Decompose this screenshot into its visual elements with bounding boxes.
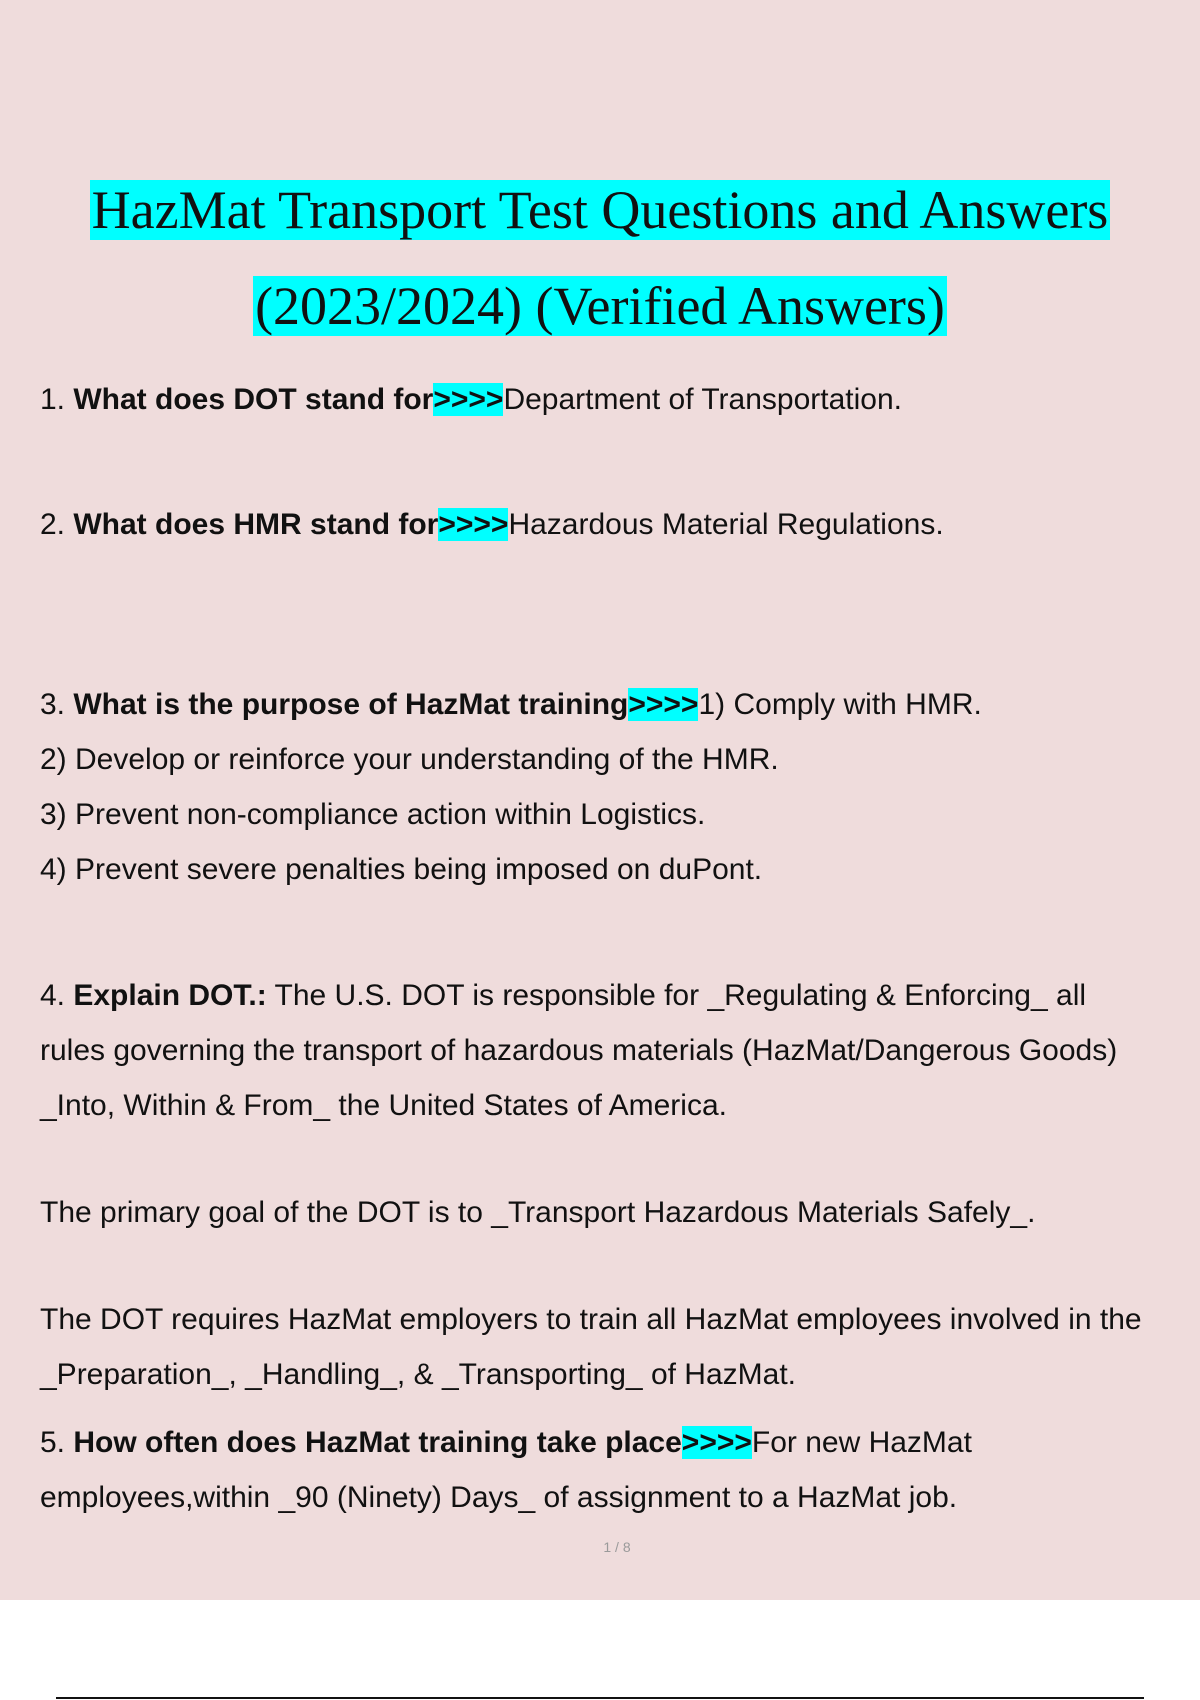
question-2 <box>40 497 1200 552</box>
answer-4-paragraph-3-line-2: _Preparation_, _Handling_, & _Transporting_ of HazMat. <box>40 1358 796 1391</box>
question-1-number: 1. <box>40 383 74 416</box>
question-4-text: Explain DOT.: <box>73 979 267 1012</box>
question-5-separator: >>>> <box>681 1426 752 1459</box>
question-5-number: 5. <box>40 1426 74 1459</box>
answer-3-line-4: 4) Prevent severe penalties being imposed on duPont. <box>40 853 763 886</box>
answer-4-line-3: _Into, Within & From_ the United States of America. <box>40 1089 727 1122</box>
page-number: 1 / 8 <box>603 1539 631 1555</box>
question-3-separator: >>>> <box>628 688 699 721</box>
question-2-text: What does HMR stand for <box>73 508 439 541</box>
document-title <box>0 162 1200 354</box>
answer-3-text: 1) Comply with HMR. <box>698 688 982 721</box>
question-2-separator: >>>> <box>438 508 509 541</box>
question-5-text: How often does HazMat training take place <box>73 1426 682 1459</box>
answer-1-text: Department of Transportation. <box>503 383 902 416</box>
question-2-number: 2. <box>40 508 74 541</box>
question-1-separator: >>>> <box>433 383 504 416</box>
answer-3-line-3: 3) Prevent non-compliance action within Logistics. <box>40 798 706 831</box>
answer-4-paragraph-2: The primary goal of the DOT is to _Transport Hazardous Materials Safely_. <box>40 1196 1036 1229</box>
answer-5-line-2: employees,within _90 (Ninety) Days_ of assignment to a HazMat job. <box>40 1481 958 1514</box>
answer-4-line-1: The U.S. DOT is responsible for _Regulating & Enforcing_ all <box>266 979 1087 1012</box>
question-3-text: What is the purpose of HazMat training <box>73 688 629 721</box>
answer-3-line-2: 2) Develop or reinforce your understanding of the HMR. <box>40 743 779 776</box>
answer-2-text: Hazardous Material Regulations. <box>508 508 944 541</box>
question-1 <box>40 372 1200 427</box>
question-4-number: 4. <box>40 979 74 1012</box>
title-line-2: (2023/2024) (Verified Answers) <box>255 276 945 336</box>
question-3-number: 3. <box>40 688 74 721</box>
answer-5-line-1: For new HazMat <box>751 1426 972 1459</box>
answer-4-paragraph-3-line-1: The DOT requires HazMat employers to train all HazMat employees involved in the <box>40 1303 1142 1336</box>
bottom-divider <box>56 1697 1144 1699</box>
question-4 <box>40 968 1200 1133</box>
answer-4-paragraph-3 <box>40 1292 1200 1402</box>
title-line-1: HazMat Transport Test Questions and Answers <box>91 180 1109 240</box>
question-5 <box>40 1415 1200 1525</box>
answer-4-line-2: rules governing the transport of hazardous materials (HazMat/Dangerous Goods) <box>40 1034 1118 1067</box>
question-1-text: What does DOT stand for <box>73 383 434 416</box>
question-3 <box>40 677 1200 897</box>
